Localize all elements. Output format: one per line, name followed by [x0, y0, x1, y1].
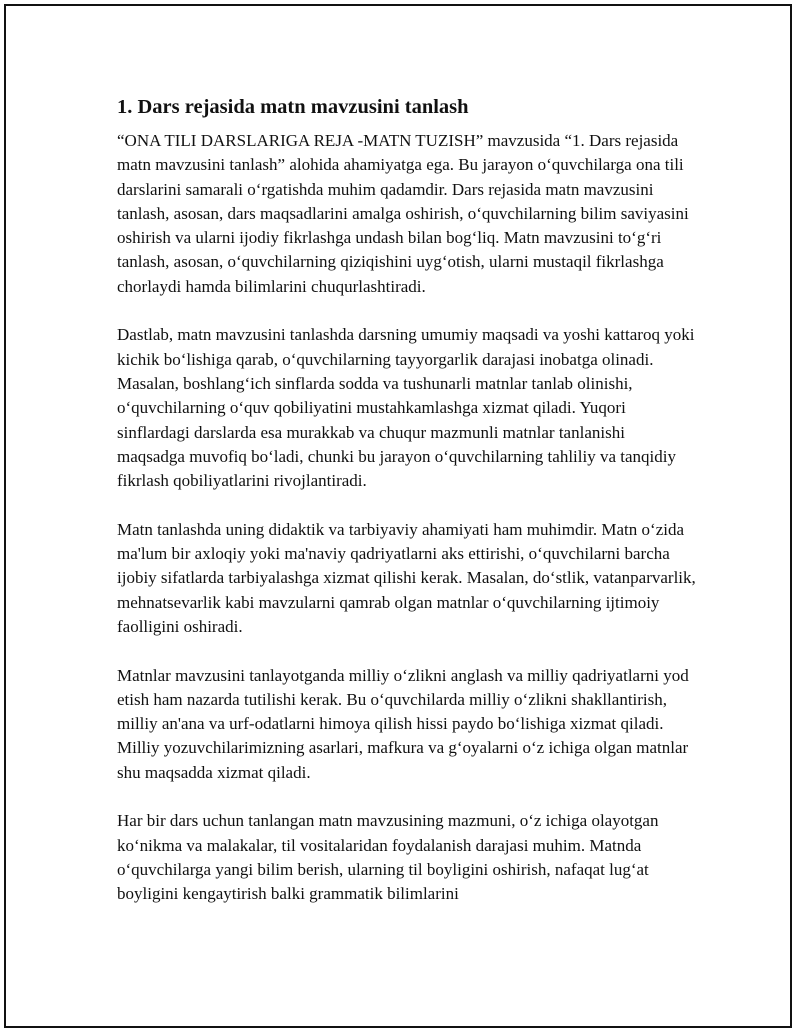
paragraph-3: Matn tanlashda uning didaktik va tarbiyaviy ahamiyati ham muhimdir. Matn o‘zida ma'lum bir axloqiy yoki ma'naviy qadriyatlarni aks ettirishi, o‘quvchilarni barcha ijobiy sifatlarda tarbiyalashga xizmat qilishi kerak. Masalan, do‘stlik, vatanparvarlik, mehnatsevarlik kabi mavzularni qamrab olgan matnlar o‘quvchilarning ijtimoiy faolligini oshiradi.	[117, 519, 696, 636]
paragraph-4: Matnlar mavzusini tanlayotganda milliy o‘zlikni anglash va milliy qadriyatlarni yod etish ham nazarda tutilishi kerak. Bu o‘quvchilarda milliy o‘zlikni shakllantirish, milliy an'ana va urf-odatlarni himoya qilish hissi paydo bo‘lishiga xizmat qiladi. Milliy yozuvchilarimizning asarlari, mafkura va g‘oyalarni o‘z ichiga olgan matnlar shu maqsadda xizmat qiladi.	[117, 665, 689, 782]
paragraph-5: Har bir dars uchun tanlangan matn mavzusining mazmuni, o‘z ichiga olayotgan ko‘nikma va malakalar, til vositalaridan foydalanish darajasi muhim. Matnda o‘quvchilarga yangi bilim berish, ularning til boyligini oshirish, nafaqat lug‘at boyligini kengaytirish balki grammatik bilimlarini	[117, 811, 659, 904]
paragraph-1: “ONA TILI DARSLARIGA REJA -MATN TUZISH” mavzusida “1. Dars rejasida matn mavzusini tanlash” alohida ahamiyatga ega. Bu jarayon o‘quvchilarga ona tili darslarini samarali o‘rgatishda muhim qadamdir. Dars rejasida matn mavzusini tanlash, asosan, dars maqsadlarini amalga oshirish, o‘quvchilarning bilim saviyasini oshirish va ularni ijodiy fikrlashga undash bilan bog‘liq. Matn mavzusini to‘g‘ri tanlash, asosan, o‘quvchilarning qiziqishini uyg‘otish, ularni mustaqil fikrlashga chorlaydi hamda bilimlarini chuqurlashtiradi.	[117, 131, 689, 296]
document-body	[115, 94, 697, 931]
section-heading: 1. Dars rejasida matn mavzusini tanlash	[117, 96, 469, 118]
paragraph-2: Dastlab, matn mavzusini tanlashda darsning umumiy maqsadi va yoshi kattaroq yoki kichik bo‘lishiga qarab, o‘quvchilarning tayyorgarlik darajasi inobatga olinadi. Masalan, boshlang‘ich sinflarda sodda va tushunarli matnlar tanlab olinishi, o‘quvchilarning o‘quv qobiliyatini mustahkamlashga xizmat qiladi. Yuqori sinflardagi darslarda esa murakkab va chuqur mazmunli matnlar tanlanishi maqsadga muvofiq bo‘ladi, chunki bu jarayon o‘quvchilarning tahliliy va tanqidiy fikrlash qobiliyatlarini rivojlantiradi.	[117, 325, 695, 491]
